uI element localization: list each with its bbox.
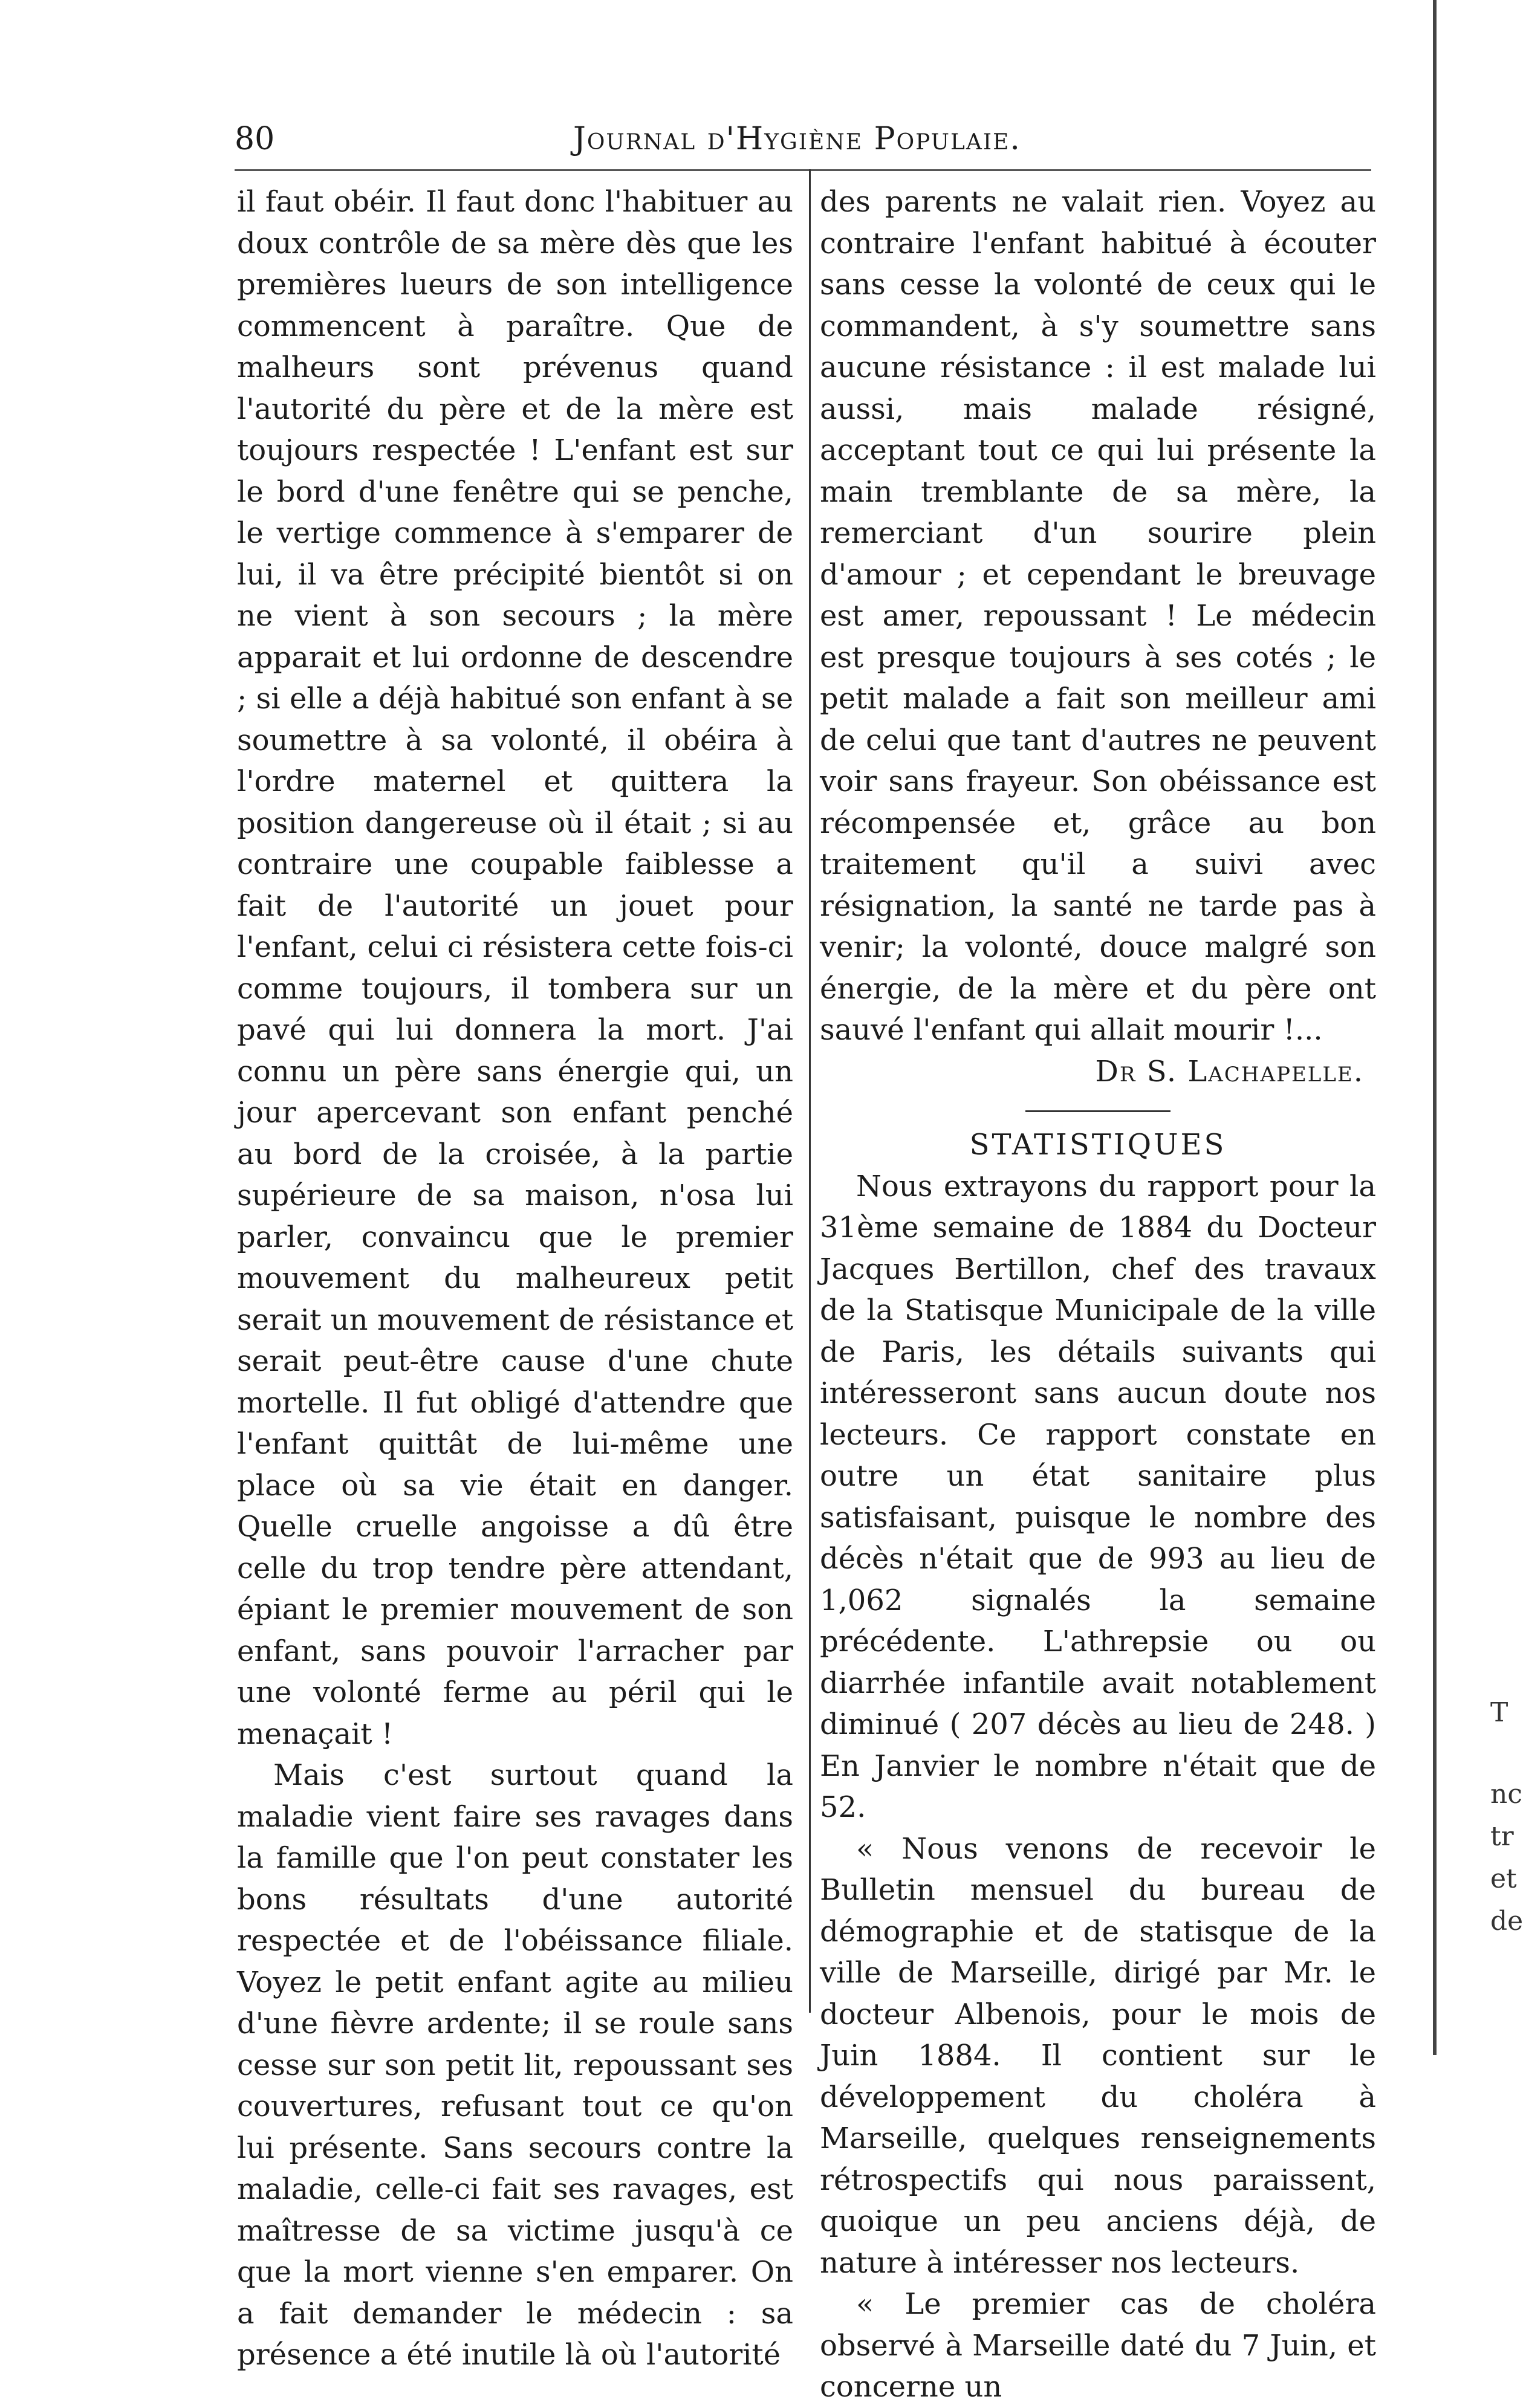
left-paragraph-2: Mais c'est surtout quand la maladie vient faire ses ravages dans la famille que l'on peut constater les bons résultats d'une autorité respectée et de l'obéissance filiale. Voyez le petit enfant agite au milieu d'une fièvre ardente; il se roule sans cesse sur son petit lit, repoussant ses couvertures, refusant tout ce qu'on lui présente. Sans secours contre la maladie, celle-ci fait ses ravages, est maîtresse de sa victime jusqu'à ce que la mort vienne s'en emparer. On a fait demander le médecin : sa présence a été inutile là où l'autorité — [237, 1758, 793, 2372]
section-rule — [1025, 1110, 1170, 1112]
page-header — [235, 118, 1371, 160]
bleed-fragment: de — [1490, 1906, 1524, 1937]
bleed-fragment: T — [1490, 1697, 1508, 1728]
author-signature: Dr S. Lachapelle. — [1095, 1054, 1364, 1089]
header-rule — [235, 169, 1371, 171]
journal-title: Journal d'Hygiène Populaie. — [573, 121, 1021, 157]
bleed-fragment: et — [1490, 1863, 1517, 1894]
left-paragraph-1: il faut obéir. Il faut donc l'habituer au doux contrôle de sa mère dès que les premières lueurs de son intelligence commencent à paraître. Que de malheurs sont prévenus quand l'autorité du père et de la mère est toujours respectée ! L'enfant est sur le bord d'une fenêtre qui se penche, le vertige commence à s'emparer de lui, il va être précipité bientôt si on ne vient à son secours ; la mère apparait et lui ordonne de descendre ; si elle a déjà habitué son enfant à se soumettre à sa volonté, il obéira à l'ordre maternel et quittera la position dangereuse où il était ; si au contraire une coupable faiblesse a fait de l'autorité un jouet pour l'enfant, celui ci résistera cette fois-ci comme toujours, il tombera sur un pavé qui lui donnera la mort. J'ai connu un père sans énergie qui, un jour apercevant son enfant penché au bord de la croisée, à la partie supérieure de sa maison, n'osa lui parler, convaincu que le premier mouvement du malheureux petit serait un mouvement de résistance et serait peut-être cause d'une chute mortelle. Il fut obligé d'attendre que l'enfant quittât de lui-même une place où sa vie était en danger. Quelle cruelle angoisse a dû être celle du trop tendre père attendant, épiant le premier mouvement de son enfant, sans pouvoir l'arracher par une volonté ferme au péril qui le menaçait ! — [237, 185, 793, 1751]
right-continuation-paragraph: des parents ne valait rien. Voyez au contraire l'enfant habitué à écouter sans cesse la volonté de ceux qui le commandent, à s'y soumettre sans aucune résistance : il est malade lui aussi, mais malade résigné, acceptant tout ce qui lui présente la main tremblante de sa mère, la remerciant d'un sourire plein d'amour ; et cependant le breuvage est amer, repoussant ! Le médecin est presque toujours à ses cotés ; le petit malade a fait son meilleur ami de celui que tant d'autres ne peuvent voir sans frayeur. Son obéissance est récompensée et, grâce au bon traitement qu'il a suivi avec résignation, la santé ne tarde pas à venir; la volonté, douce malgré son énergie, de la mère et du père ont sauvé l'enfant qui allait mourir !... — [820, 185, 1376, 1047]
statistics-paragraph-2: « Nous venons de recevoir le Bulletin mensuel du bureau de démographie et de statisque de la ville de Marseille, dirigé par Mr. le docteur Albenois, pour le mois de Juin 1884. Il contient sur le développement du choléra à Marseille, quelques renseignements rétrospectifs qui nous paraissent, quoique un peu anciens déjà, de nature à intéresser nos lecteurs. — [820, 1831, 1376, 2280]
section-title: STATISTIQUES — [969, 1128, 1227, 1162]
bleed-fragment: nc — [1490, 1779, 1522, 1810]
page-number: 80 — [235, 121, 275, 157]
column-divider — [809, 169, 811, 2013]
right-column — [820, 181, 1376, 2408]
statistics-paragraph-3: « Le premier cas de choléra observé à Marseille daté du 7 Juin, et concerne un — [820, 2287, 1376, 2404]
binding-edge — [1433, 0, 1437, 2055]
statistics-paragraph-1: Nous extrayons du rapport pour la 31ème semaine de 1884 du Docteur Jacques Bertillon, chef des travaux de la Statisque Municipale de la ville de Paris, les détails suivants qui intéresseront sans aucun doute nos lecteurs. Ce rapport constate en outre un état sanitaire plus satisfaisant, puisque le nombre des décès n'était que de 993 au lieu de 1,062 signalés la semaine précédente. L'athrepsie ou ou diarrhée infantile avait notablement diminué ( 207 décès au lieu de 248. ) En Janvier le nombre n'était que de 52. — [820, 1169, 1376, 1824]
left-column — [237, 181, 793, 2376]
bleed-fragment: tr — [1490, 1821, 1514, 1852]
